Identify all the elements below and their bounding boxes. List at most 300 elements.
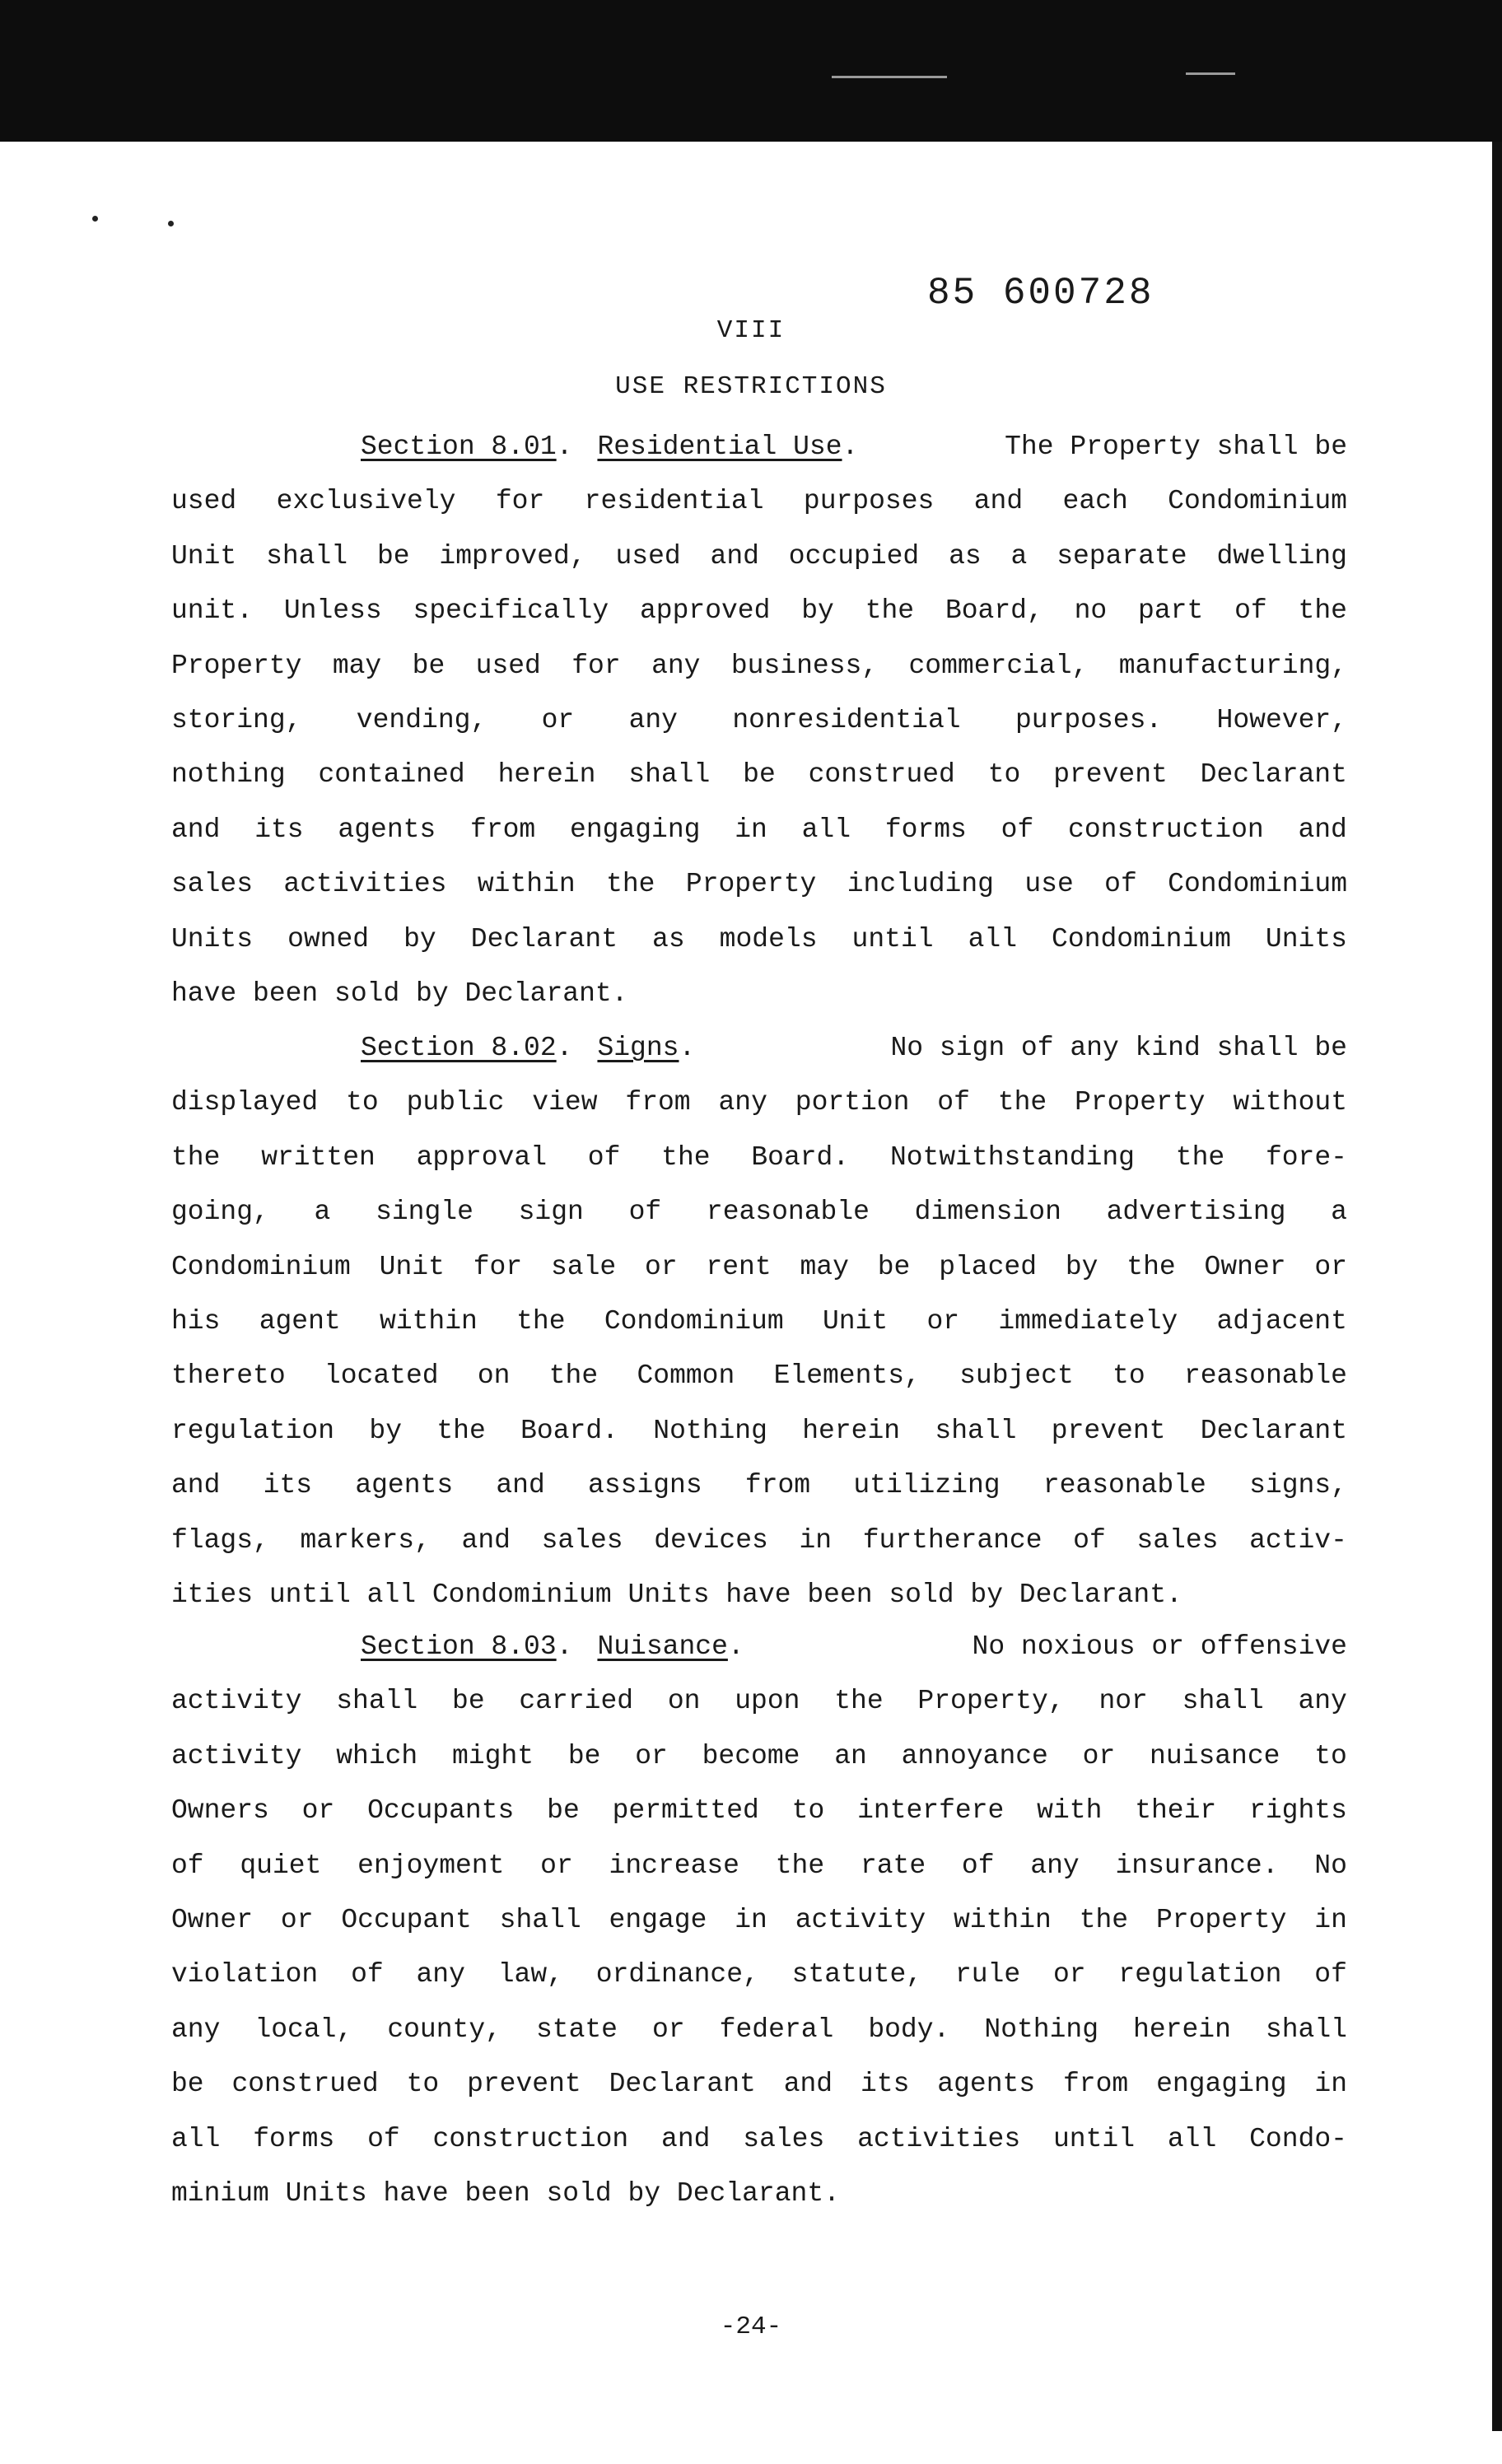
word: the [834,1686,884,1717]
text-line [171,1131,1347,1185]
word: Unit [171,540,237,572]
text-line [171,693,1347,748]
word: be [376,540,410,572]
word: violation [171,1959,319,1990]
word: Owner [171,1904,254,1935]
word: manufacturing, [1118,650,1347,681]
word: might [452,1740,534,1771]
word: approved [639,595,771,627]
word: be [877,1251,911,1282]
document-number: 85 600728 [927,272,1154,315]
text-line [171,967,1347,1021]
word: as [949,540,982,572]
text-line [171,1458,1347,1513]
word: for [473,1251,523,1282]
word: and [171,814,221,845]
word: nonresidential [732,704,961,735]
word: by [1065,1251,1099,1282]
word: be [412,650,445,681]
word: or [1052,1959,1086,1990]
section-8-02 [171,1021,1347,1622]
word: state [535,2014,618,2045]
word: rate [860,1850,926,1881]
text-line [171,1893,1347,1948]
word: any [171,2014,221,2045]
scan-streak [832,76,947,78]
word: from [1062,2069,1129,2100]
word: enjoyment [357,1850,505,1881]
word: and [783,2069,833,2100]
word: a [1010,540,1028,572]
word: its [860,2069,910,2100]
word: Owner [1204,1251,1286,1282]
punctuation: . [556,1033,573,1063]
word: specifically [413,595,609,627]
word: shall [499,1904,581,1935]
word: utilizing [853,1470,1001,1501]
word: Board, [945,595,1043,627]
text-line [171,1349,1347,1403]
word: improved, [439,540,586,572]
word: have [725,1579,791,1610]
word: vending, [356,704,487,735]
text-line [171,420,1347,474]
word: permitted [612,1795,759,1827]
word: herein [802,1415,901,1446]
word: Condominium [604,1305,784,1337]
word: activity [795,1904,926,1935]
word: Owners [171,1795,269,1827]
word: shall [1182,1686,1264,1717]
word: may [332,650,382,681]
scan-streak [1186,72,1235,75]
word: owned [287,923,370,954]
word: on [667,1686,701,1717]
word: all [171,2123,221,2154]
word: be [567,1740,601,1771]
word: its [254,814,304,845]
text-line [171,1948,1347,2002]
word: No [1314,1850,1347,1881]
scan-right-edge [1492,142,1502,2431]
word: Condominium [431,1579,612,1610]
word: of [1001,814,1034,845]
word: Units [285,2177,367,2209]
word: flags, [171,1524,269,1556]
text-line [171,748,1347,802]
word: placed [939,1251,1038,1282]
word: the [171,1141,221,1173]
word: sign [518,1197,584,1228]
word: herein [1133,2014,1231,2045]
word: within [380,1305,478,1337]
word: been [464,2177,530,2209]
word: and [496,1470,545,1501]
word: exclusively [276,486,456,517]
word: Property [171,650,302,681]
word: nuisance [1150,1740,1280,1771]
word: Nothing [984,2014,1099,2045]
word: sales [541,1524,623,1556]
word: the [436,1415,486,1446]
word: for [571,650,621,681]
word: any [1030,1850,1080,1881]
article-title: USE RESTRICTIONS [615,372,887,401]
word: or [1314,1251,1347,1282]
word: construed [808,759,955,791]
text-line [171,2057,1347,2112]
word: may [800,1251,849,1282]
word: become [702,1740,800,1771]
word: by [403,923,436,954]
word: shall [1265,2014,1347,2045]
scan-top-border [0,0,1502,142]
word: purposes [803,486,935,517]
word: to [1314,1740,1347,1771]
word: models [719,923,818,954]
word: construed [231,2069,379,2100]
section-title: Nuisance [597,1631,728,1662]
line-text: The Property shall be [1005,432,1347,462]
word: and [661,2123,711,2154]
word: to [346,1087,379,1118]
word: interfere [857,1795,1005,1827]
word: residential [584,486,764,517]
section-8-03 [171,1620,1347,2221]
word: furtherance [862,1524,1043,1556]
word: forms [253,2123,335,2154]
text-line [171,1784,1347,1838]
word: shall [935,1415,1017,1446]
word: or [926,1305,960,1337]
word: of [628,1197,662,1228]
punctuation: . [556,432,573,462]
word: or [645,1251,678,1282]
word: or [301,1795,335,1827]
word: prevent [1053,759,1168,791]
word: Declarant. [676,2177,840,2209]
word: until [851,923,934,954]
word: activity [171,1740,302,1771]
word: Declarant. [464,978,628,1009]
word: of [367,2123,400,2154]
word: on [477,1360,511,1392]
word: subject [959,1360,1074,1392]
word: the [775,1850,825,1881]
word: of [351,1959,384,1990]
word: Condo- [1249,2123,1347,2154]
word: or [635,1740,668,1771]
text-line [171,1674,1347,1729]
word: the [865,595,915,627]
word: the [1298,595,1347,627]
word: of [1234,595,1267,627]
word: Common [637,1360,735,1392]
word: reasonable [1043,1470,1206,1501]
word: used [475,650,541,681]
word: storing, [171,704,302,735]
section-8-01 [171,420,1347,1021]
word: the [661,1141,711,1173]
word: have [171,978,237,1009]
word: increase [609,1850,739,1881]
line-text: No noxious or offensive [972,1631,1347,1662]
word: signs, [1249,1470,1347,1501]
word: to [1113,1360,1145,1392]
word: Property [685,869,817,900]
word: Units [171,923,254,954]
text-line [171,1295,1347,1349]
word: going, [171,1197,269,1228]
word: shall [336,1686,418,1717]
word: annoyance [901,1740,1048,1771]
word: portion [795,1087,910,1118]
word: the [1126,1251,1176,1282]
word: rule [954,1959,1021,1990]
page-number: -24- [720,2312,782,2341]
word: statute, [791,1959,923,1990]
word: which [336,1740,418,1771]
word: or [541,704,575,735]
word: carried [519,1686,634,1717]
text-line [171,803,1347,857]
word: or [1082,1740,1116,1771]
word: by [627,2177,661,2209]
word: of [1104,869,1137,900]
text-line [171,530,1347,584]
word: herein [497,759,596,791]
word: sales [171,869,254,900]
word: ordinance, [595,1959,759,1990]
word: any [651,650,701,681]
word: shall [266,540,348,572]
word: markers, [300,1524,431,1556]
text-line [171,857,1347,912]
word: of [961,1850,995,1881]
text-line [171,2003,1347,2057]
article-number: VIII [716,316,786,345]
word: engaging [570,814,701,845]
text-line [171,639,1347,693]
word: located [324,1360,439,1392]
word: by [970,1579,1003,1610]
word: been [253,978,319,1009]
word: be [547,1795,580,1827]
word: agents [338,814,436,845]
word: be [171,2069,204,2100]
word: Declarant [609,2069,756,2100]
word: for [495,486,545,517]
word: to [987,759,1021,791]
word: in [735,1904,767,1935]
word: Units [1265,923,1347,954]
section-number: Section 8.02 [361,1033,557,1063]
word: Property [1155,1904,1287,1935]
word: Board. [751,1141,850,1173]
word: within [954,1904,1052,1935]
word: without [1233,1087,1347,1118]
word: single [376,1197,473,1228]
text-line [171,1514,1347,1568]
punctuation: . [679,1033,696,1063]
word: engaging [1156,2069,1287,2100]
word: any [416,1959,465,1990]
word: used [171,486,237,517]
word: immediately [998,1305,1178,1337]
punctuation: . [556,1631,573,1662]
word: minium [171,2177,269,2209]
word: purposes. [1015,704,1163,735]
word: adjacent [1216,1305,1347,1337]
word: the [1079,1904,1129,1935]
word: nor [1099,1686,1148,1717]
punctuation: . [842,432,859,462]
word: and [973,486,1024,517]
word: Declarant [1200,1415,1347,1446]
word: the [1175,1141,1225,1173]
word: agent [259,1305,341,1337]
word: dimension [914,1197,1061,1228]
word: agents [937,2069,1036,2100]
word: Condominium [1168,486,1347,517]
word: within [477,869,576,900]
word: each [1062,486,1128,517]
word: from [744,1470,811,1501]
word: reasonable [1183,1360,1347,1392]
word: and [461,1524,511,1556]
word: However, [1216,704,1347,735]
word: reasonable [706,1197,870,1228]
word: all [1167,2123,1217,2154]
word: Board. [520,1415,618,1446]
text-line [171,1185,1347,1239]
word: insurance. [1115,1850,1279,1881]
word: sales [743,2123,825,2154]
word: in [799,1524,833,1556]
word: any [718,1087,767,1118]
word: by [369,1415,402,1446]
word: Declarant [1200,759,1347,791]
word: used [615,540,681,572]
word: a [314,1197,331,1228]
word: Unless [283,595,382,627]
word: Condominium [171,1251,351,1282]
word: in [1314,1904,1347,1935]
word: of [937,1087,970,1118]
word: with [1037,1795,1103,1827]
word: regulation [171,1415,335,1446]
word: commercial, [908,650,1089,681]
section-number: Section 8.03 [361,1631,557,1662]
word: nothing [171,759,286,791]
word: rent [706,1251,772,1282]
word: quiet [240,1850,322,1881]
word: the [606,869,655,900]
word: the [516,1305,566,1337]
section-title: Residential Use [597,432,842,462]
word: Notwithstanding [889,1141,1135,1173]
word: Condominium [1052,923,1231,954]
word: agents [355,1470,454,1501]
text-line [171,584,1347,638]
text-line [171,2167,1347,2221]
word: local, [254,2014,353,2045]
word: Unit [379,1251,445,1282]
word: as [652,923,685,954]
word: Condominium [1168,869,1347,900]
word: including [847,869,994,900]
word: all [366,1579,417,1610]
word: separate [1057,540,1187,572]
word: assigns [588,1470,702,1501]
word: been [807,1579,873,1610]
word: business, [730,650,879,681]
word: written [261,1141,376,1173]
word: construction [1068,814,1264,845]
word: from [625,1087,691,1118]
word: use [1024,869,1074,900]
scan-dot [92,216,98,222]
word: sold [546,2177,612,2209]
word: activities [857,2123,1021,2154]
word: sales [1136,1524,1219,1556]
word: of [171,1850,204,1881]
word: view [532,1087,598,1118]
word: Declarant [470,923,618,954]
word: thereto [171,1360,286,1392]
word: Nothing [653,1415,767,1446]
word: shall [628,759,711,791]
text-line [171,474,1347,529]
word: sold [334,978,400,1009]
word: construction [432,2123,629,2154]
word: any [628,704,678,735]
section-title: Signs [597,1033,679,1063]
word: advertising [1106,1197,1286,1228]
word: public [406,1087,505,1118]
word: unit. [171,595,254,627]
text-line [171,1620,1347,1674]
word: of [587,1141,621,1173]
word: to [791,1795,825,1827]
word: and [710,540,759,572]
word: have [383,2177,449,2209]
word: no [1074,595,1108,627]
text-line [171,1240,1347,1295]
word: a [1331,1197,1347,1228]
word: fore- [1265,1141,1347,1173]
word: Unit [822,1305,889,1337]
word: the [997,1087,1047,1118]
word: Property, [917,1686,1065,1717]
section-number: Section 8.01 [361,432,557,462]
word: Occupants [367,1795,515,1827]
word: their [1135,1795,1217,1827]
word: part [1138,595,1204,627]
word: or [280,1904,314,1935]
word: dwelling [1216,540,1347,572]
text-line [171,1568,1347,1622]
text-line [171,1839,1347,1893]
word: by [801,595,834,627]
word: prevent [467,2069,581,2100]
word: sale [550,1251,617,1282]
word: Occupant [341,1904,472,1935]
word: prevent [1051,1415,1166,1446]
text-line [171,1404,1347,1458]
word: any [1298,1686,1347,1717]
word: his [171,1305,221,1337]
